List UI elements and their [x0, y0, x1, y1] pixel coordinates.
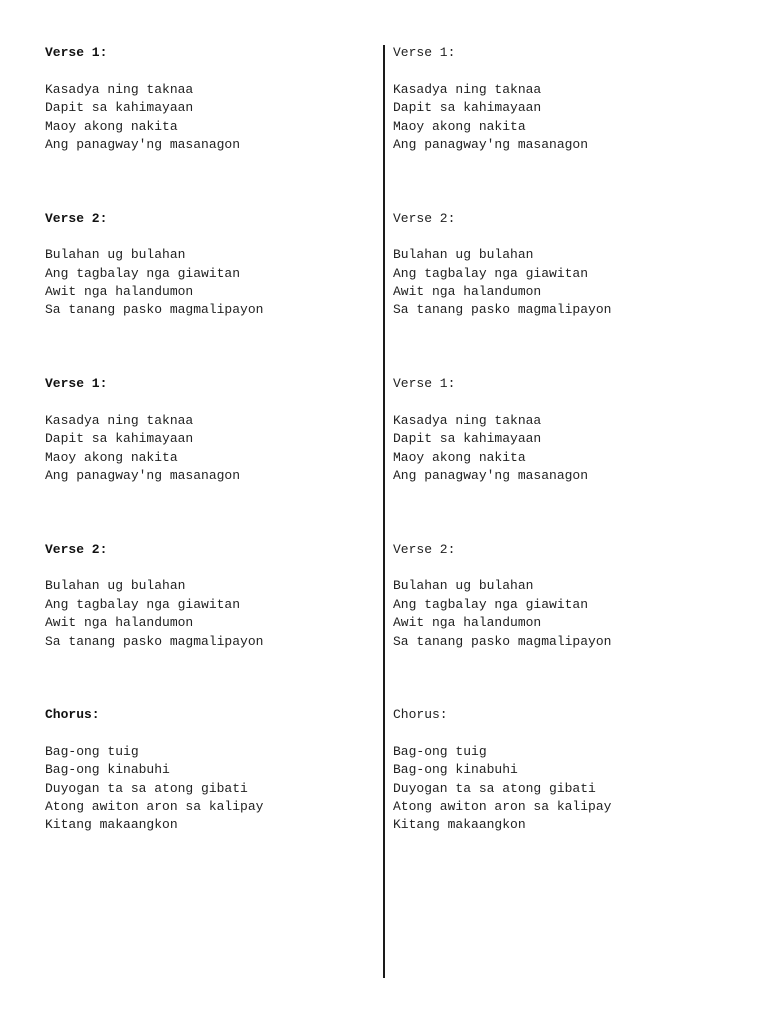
lyric-line: Kasadya ning taknaa: [45, 81, 194, 97]
lyric-line: Dapit sa kahimayaan: [393, 431, 542, 447]
lyric-line: Atong awiton aron sa kalipay: [393, 799, 612, 815]
lyrics-section: [45, 210, 375, 320]
right-lyrics-column: [393, 44, 723, 835]
lyric-line: Kitang makaangkon: [393, 817, 526, 833]
lyric-line: Maoy akong nakita: [393, 449, 526, 465]
section-heading: Chorus:: [45, 707, 100, 723]
lyric-line: Kasadya ning taknaa: [393, 412, 542, 428]
lyrics-section: [393, 706, 723, 835]
lyric-line: Duyogan ta sa atong gibati: [45, 780, 248, 796]
lyric-line: Bag-ong tuig: [45, 743, 139, 759]
lyric-line: Ang panagway'ng masanagon: [393, 468, 589, 484]
section-heading: Chorus:: [393, 707, 448, 723]
lyric-line: Bag-ong kinabuhi: [393, 762, 518, 778]
lyrics-section: [393, 44, 723, 154]
lyric-line: Maoy akong nakita: [393, 118, 526, 134]
lyric-line: Awit nga halandumon: [393, 615, 542, 631]
lyric-line: Dapit sa kahimayaan: [393, 100, 542, 116]
lyric-line: Awit nga halandumon: [45, 615, 194, 631]
lyric-line: Kasadya ning taknaa: [45, 412, 194, 428]
section-heading: Verse 1:: [45, 376, 108, 392]
lyric-line: Ang tagbalay nga giawitan: [393, 596, 589, 612]
lyric-line: Bulahan ug bulahan: [45, 247, 186, 263]
lyric-line: Ang panagway'ng masanagon: [45, 468, 241, 484]
lyric-line: Bulahan ug bulahan: [393, 247, 534, 263]
lyric-line: Maoy akong nakita: [45, 449, 178, 465]
lyric-line: Ang tagbalay nga giawitan: [45, 265, 241, 281]
lyric-line: Sa tanang pasko magmalipayon: [45, 302, 264, 318]
lyrics-section: [393, 210, 723, 320]
lyric-line: Duyogan ta sa atong gibati: [393, 780, 596, 796]
lyric-line: Bulahan ug bulahan: [45, 578, 186, 594]
lyric-line: Sa tanang pasko magmalipayon: [45, 633, 264, 649]
lyrics-section: [393, 541, 723, 651]
lyric-line: Ang tagbalay nga giawitan: [45, 596, 241, 612]
lyric-line: Kasadya ning taknaa: [393, 81, 542, 97]
column-divider: [383, 45, 385, 978]
section-heading: Verse 2:: [45, 541, 108, 557]
lyrics-section: [45, 706, 375, 835]
section-heading: Verse 1:: [393, 376, 456, 392]
lyrics-section: [45, 375, 375, 485]
lyric-line: Kitang makaangkon: [45, 817, 178, 833]
section-heading: Verse 1:: [45, 45, 108, 60]
lyrics-section: [45, 541, 375, 651]
lyric-line: Sa tanang pasko magmalipayon: [393, 633, 612, 649]
lyric-line: Awit nga halandumon: [393, 284, 542, 300]
lyric-line: Atong awiton aron sa kalipay: [45, 799, 264, 815]
lyric-line: Bulahan ug bulahan: [393, 578, 534, 594]
section-heading: Verse 2:: [393, 541, 456, 557]
lyric-line: Dapit sa kahimayaan: [45, 431, 194, 447]
lyric-line: Awit nga halandumon: [45, 284, 194, 300]
left-lyrics-column: [45, 44, 375, 835]
lyric-line: Ang tagbalay nga giawitan: [393, 265, 589, 281]
lyric-line: Dapit sa kahimayaan: [45, 100, 194, 116]
lyric-line: Sa tanang pasko magmalipayon: [393, 302, 612, 318]
lyric-line: Bag-ong kinabuhi: [45, 762, 170, 778]
lyric-line: Maoy akong nakita: [45, 118, 178, 134]
lyric-line: Ang panagway'ng masanagon: [393, 136, 589, 152]
lyric-line: Ang panagway'ng masanagon: [45, 136, 241, 152]
section-heading: Verse 2:: [393, 210, 456, 226]
section-heading: Verse 2:: [45, 210, 108, 226]
lyric-line: Bag-ong tuig: [393, 743, 487, 759]
lyrics-section: [45, 44, 375, 154]
lyrics-section: [393, 375, 723, 485]
section-heading: Verse 1:: [393, 45, 456, 60]
